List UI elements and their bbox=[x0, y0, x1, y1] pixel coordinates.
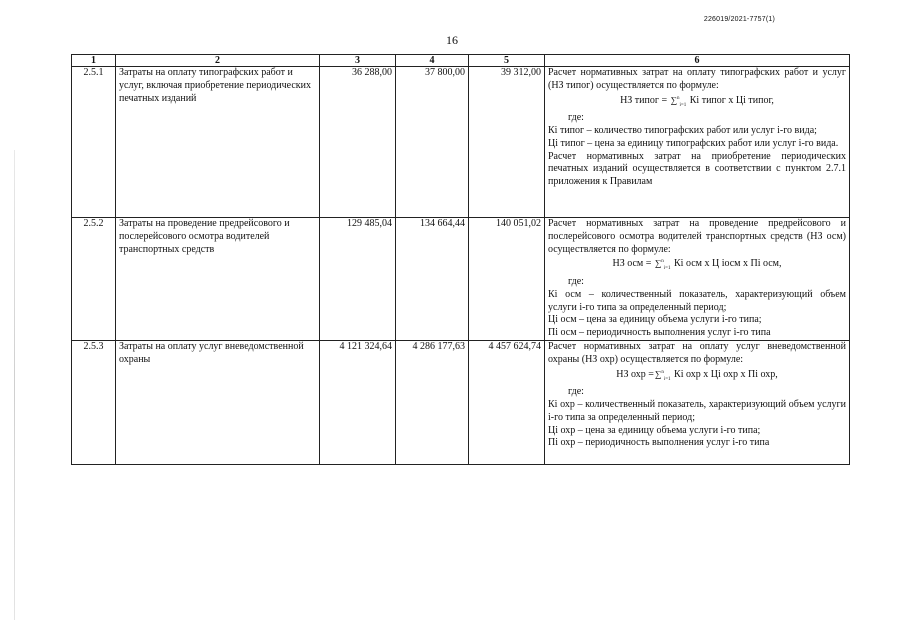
definition-3: Расчет нормативных затрат на приобретение периодических печатных изданий осуществляется в соответствии с пунктом 2.7.1 приложения к Правилам bbox=[548, 150, 846, 188]
sum-symbol: ∑$^n_{i=1}$ bbox=[654, 258, 671, 272]
row-value-col3: 36 288,00 bbox=[320, 67, 396, 218]
where-label: где: bbox=[568, 275, 584, 287]
description-intro: Расчет нормативных затрат на оплату типографских работ и услуг (НЗ типог) осуществляется по формуле: bbox=[548, 67, 846, 91]
formula bbox=[548, 367, 846, 387]
row-value-col3: 4 121 324,64 bbox=[320, 340, 396, 464]
page-number: 16 bbox=[446, 33, 458, 47]
column-header-4: 4 bbox=[396, 55, 469, 67]
sum-symbol: ∑$^n_{i=1}$ bbox=[654, 368, 671, 382]
definition-3: Пi охр – периодичность выполнения услуг i-го типа bbox=[548, 437, 770, 449]
document-number: 226019/2021-7757(1) bbox=[703, 16, 775, 23]
row-code: 2.5.3 bbox=[72, 340, 116, 464]
column-header-3: 3 bbox=[320, 55, 396, 67]
row-value-col3: 129 485,04 bbox=[320, 218, 396, 341]
formula bbox=[548, 256, 846, 276]
formula-right: Кi типог х Цi типог, bbox=[687, 94, 774, 106]
definition-1: Кi осм – количественный показатель, характеризующий объем услуги i-го типа за определенный период; bbox=[548, 288, 846, 313]
definition-2: Цi осм – цена за единицу объема услуги i-го типа; bbox=[548, 314, 762, 326]
column-header-1: 1 bbox=[72, 55, 116, 67]
row-description bbox=[545, 340, 850, 464]
definition-3: Пi осм – периодичность выполнения услуг i-го типа bbox=[548, 327, 771, 339]
definition-1: Кi охр – количественный показатель, характеризующий объем услуги i-го типа за определенный период; bbox=[548, 398, 846, 423]
table-row bbox=[72, 340, 850, 464]
row-code: 2.5.1 bbox=[72, 67, 116, 218]
column-header-2: 2 bbox=[116, 55, 320, 67]
formula bbox=[548, 93, 846, 113]
where-label: где: bbox=[568, 386, 584, 398]
costs-table bbox=[71, 54, 850, 465]
table-row bbox=[72, 67, 850, 218]
definition-2: Цi типог – цена за единицу типографских работ или услуг i-го вида. bbox=[548, 137, 839, 149]
scan-edge-line bbox=[14, 150, 15, 620]
row-name: Затраты на оплату услуг вневедомственной охраны bbox=[116, 340, 320, 464]
formula-left: НЗ типог = bbox=[620, 94, 670, 106]
formula-right: Кi охр х Цi охр х Пi охр, bbox=[671, 368, 778, 380]
row-description bbox=[545, 67, 850, 218]
row-value-col5: 4 457 624,74 bbox=[469, 340, 545, 464]
column-header-5: 5 bbox=[469, 55, 545, 67]
formula-right: Кi осм х Ц iосм х Пi осм, bbox=[671, 258, 782, 270]
description-intro: Расчет нормативных затрат на проведение предрейсового и послерейсового осмотра водителей транспортных средств (НЗ осм) осуществляется по формуле: bbox=[548, 218, 846, 255]
row-value-col5: 39 312,00 bbox=[469, 67, 545, 218]
row-description bbox=[545, 218, 850, 341]
row-code: 2.5.2 bbox=[72, 218, 116, 341]
table-header-row bbox=[72, 55, 850, 67]
definition-1: Кi типог – количество типографских работ или услуг i-го вида; bbox=[548, 124, 817, 136]
row-value-col4: 134 664,44 bbox=[396, 218, 469, 341]
where-label: где: bbox=[568, 112, 584, 124]
formula-left: НЗ охр = bbox=[616, 368, 654, 380]
formula-left: НЗ осм = bbox=[612, 258, 654, 270]
row-value-col4: 4 286 177,63 bbox=[396, 340, 469, 464]
row-value-col5: 140 051,02 bbox=[469, 218, 545, 341]
row-value-col4: 37 800,00 bbox=[396, 67, 469, 218]
description-intro: Расчет нормативных затрат на оплату услуг вневедомственной охраны (НЗ охр) осуществляется по формуле: bbox=[548, 340, 846, 365]
definition-2: Цi охр – цена за единицу объема услуги i-го типа; bbox=[548, 424, 761, 436]
table-row bbox=[72, 218, 850, 341]
sum-symbol: ∑$^n_{i=1}$ bbox=[670, 94, 687, 108]
row-name: Затраты на оплату типографских работ и услуг, включая приобретение периодических печатных изданий bbox=[116, 67, 320, 218]
row-name: Затраты на проведение предрейсового и послерейсового осмотра водителей транспортных средств bbox=[116, 218, 320, 341]
column-header-6: 6 bbox=[545, 55, 850, 67]
